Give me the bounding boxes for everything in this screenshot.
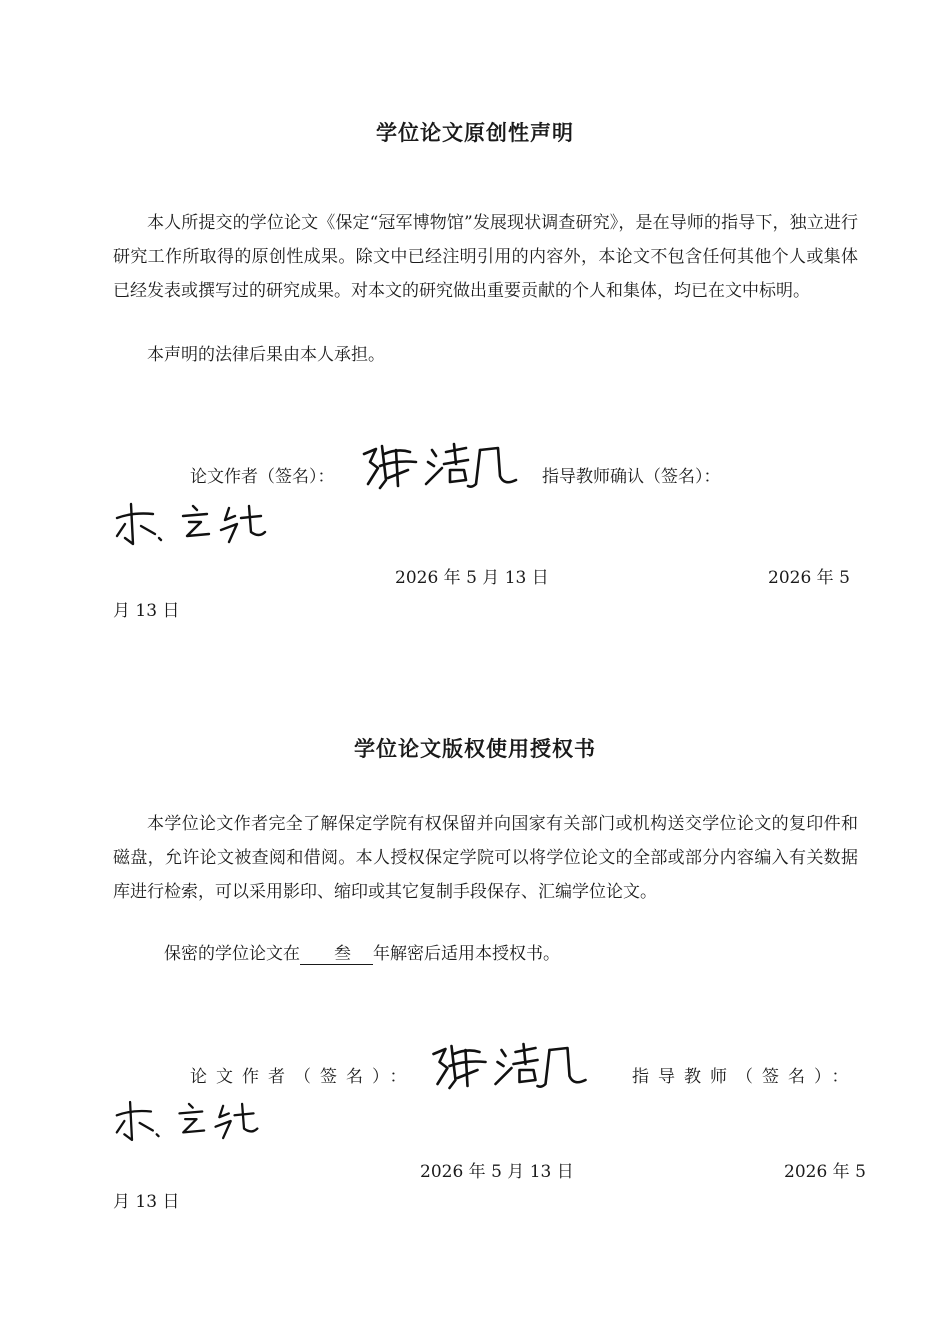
declaration-advisor-date-wrap: 月 13 日 bbox=[113, 601, 180, 621]
secret-suffix: 年解密后适用本授权书。 bbox=[373, 944, 560, 964]
declaration-liability-paragraph: 本声明的法律后果由本人承担。 bbox=[147, 345, 385, 365]
declaration-paragraph: 本人所提交的学位论文《保定“冠军博物馆”发展现状调查研究》，是在导师的指导下，独立进行研究工作所取得的原创性成果。除文中已经注明引用的内容外，本论文不包含任何其他个人或集体已经发表或撰写过的研究成果。对本文的研究做出重要贡献的个人和集体，均已在文中标明。 bbox=[113, 213, 858, 301]
secret-years: 叁 bbox=[300, 944, 373, 965]
declaration-author-date: 2026 年 5 月 13 日 bbox=[395, 568, 549, 588]
declaration-advisor-label: 指导教师确认（签名）： bbox=[542, 467, 721, 487]
declaration-author-signature bbox=[358, 440, 523, 492]
authorization-advisor-date: 2026 年 5 bbox=[784, 1162, 866, 1182]
declaration-author-label: 论文作者（签名）： bbox=[190, 467, 335, 487]
authorization-secret-line bbox=[164, 942, 560, 966]
declaration-advisor-date: 2026 年 5 bbox=[768, 568, 850, 588]
secret-prefix: 保密的学位论文在 bbox=[164, 944, 300, 964]
declaration-advisor-signature bbox=[113, 498, 271, 550]
authorization-title: 学位论文版权使用授权书 bbox=[354, 737, 596, 761]
declaration-title: 学位论文原创性声明 bbox=[376, 121, 574, 145]
authorization-advisor-label: 指导教师（签名）： bbox=[632, 1067, 858, 1087]
authorization-author-label: 论文作者（签名）： bbox=[190, 1067, 416, 1087]
authorization-author-date: 2026 年 5 月 13 日 bbox=[420, 1162, 574, 1182]
authorization-paragraph: 本学位论文作者完全了解保定学院有权保留并向国家有关部门或机构送交学位论文的复印件和磁盘，允许论文被查阅和借阅。本人授权保定学院可以将学位论文的全部或部分内容编入有关数据库进行检索，可以采用影印、缩印或其它复制手段保存、汇编学位论文。 bbox=[113, 814, 858, 902]
authorization-author-signature bbox=[425, 1040, 595, 1092]
authorization-advisor-date-wrap: 月 13 日 bbox=[113, 1192, 180, 1212]
authorization-advisor-signature bbox=[113, 1096, 263, 1146]
